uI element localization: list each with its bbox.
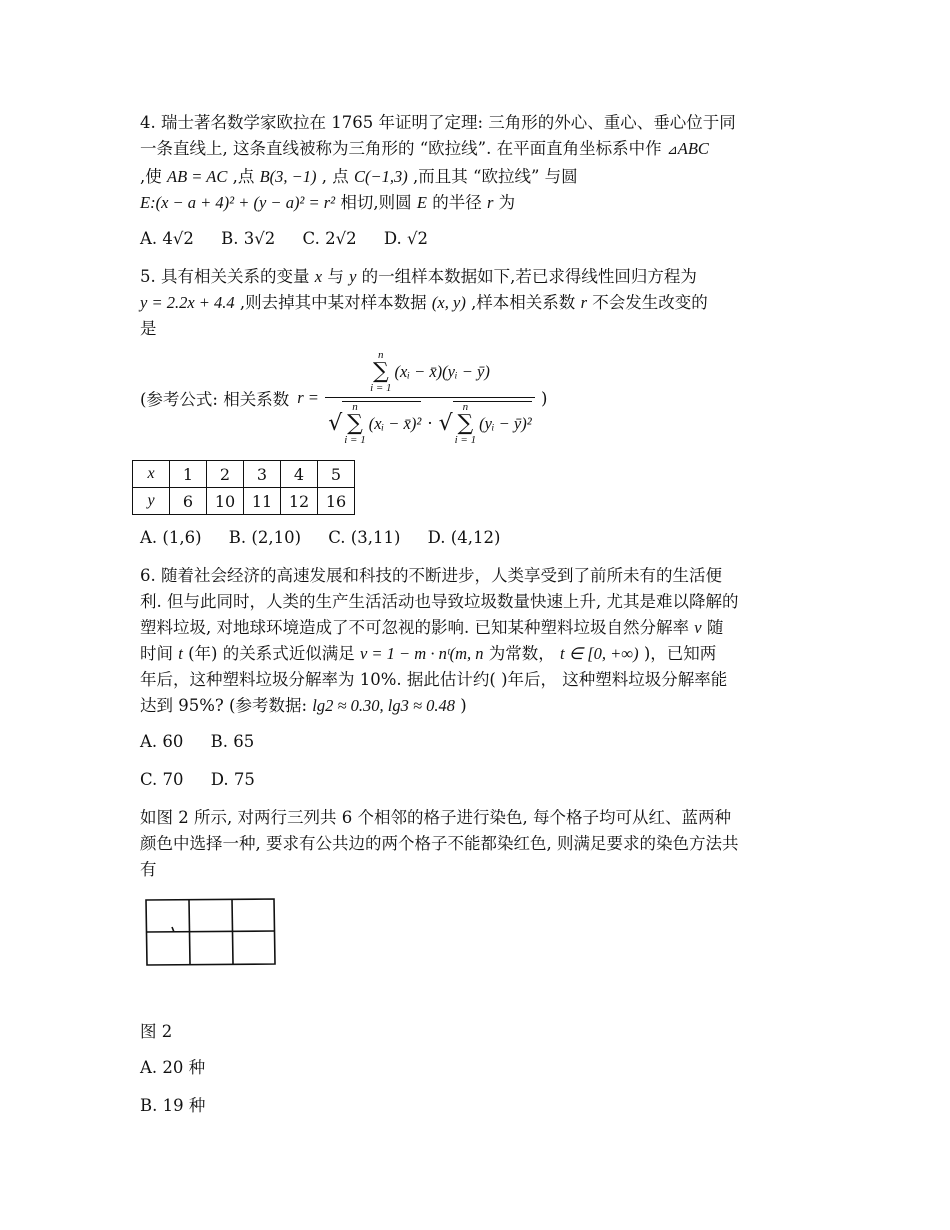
coefficient-r: r <box>580 293 587 312</box>
table-cell: 10 <box>207 488 244 515</box>
q4-line-2-text: 一条直线上, 这条直线被称为三角形的 “欧拉线”. 在平面直角坐标系中作 <box>140 139 662 158</box>
q5-text: 不会发生改变的 <box>592 293 708 312</box>
q4-text: ,而且其 “欧拉线” 与圆 <box>413 167 578 186</box>
option-d: D. 75 <box>210 770 255 789</box>
q6-line-3 <box>140 615 820 641</box>
radius-r: r <box>486 193 494 212</box>
sum-lower: i = 1 <box>370 382 392 394</box>
table-cell: 4 <box>281 461 318 488</box>
q6-text: )，已知两 <box>643 644 717 663</box>
q6-options-row-2 <box>140 767 820 793</box>
radicand-y <box>453 401 532 446</box>
option-a: A. 60 <box>140 732 184 751</box>
q6-text: 为常数， <box>488 644 555 663</box>
q5-text: 5. 具有相关关系的变量 <box>140 267 310 286</box>
figure-label: 图 2 <box>140 1022 173 1041</box>
q4-line-1: 4. 瑞士著名数学家欧拉在 1765 年证明了定理: 三角形的外心、重心、垂心位于同 <box>140 113 736 132</box>
grid-middle-line <box>146 931 275 932</box>
var-x: x <box>314 267 323 286</box>
q6-options-row-1 <box>140 729 820 755</box>
option-b: B. 3√2 <box>221 229 276 248</box>
q5-text: 的一组样本数据如下,若已求得线性回归方程为 <box>361 267 697 286</box>
sum-lower: i = 1 <box>454 434 477 446</box>
condition-ab-ac: AB = AC <box>167 167 228 186</box>
question-5 <box>140 264 820 551</box>
formula-numerator <box>370 350 490 394</box>
q4-line-4 <box>140 190 820 216</box>
option-d: D. √2 <box>383 229 428 248</box>
sum-symbol <box>344 402 365 446</box>
q5-line-3: 是 <box>140 319 157 338</box>
radicand-x <box>342 401 421 446</box>
option-c: C. 2√2 <box>302 229 357 248</box>
table-cell: 5 <box>318 461 355 488</box>
table-cell: 16 <box>318 488 355 515</box>
denominator-y: (yᵢ − ȳ)² <box>479 414 532 433</box>
formula-denominator <box>326 401 533 446</box>
circle-e: E <box>416 193 427 212</box>
reference-data: lg2 ≈ 0.30, lg3 ≈ 0.48 <box>312 696 456 715</box>
q6-line-5: 年后，这种塑料垃圾分解率为 10%. 据此估计约( )年后， 这种塑料垃圾分解率能 <box>140 670 728 689</box>
q6-text: (年) 的关系式近似满足 <box>188 644 355 663</box>
correlation-formula <box>140 350 820 446</box>
q5-text: ,则去掉其中某对样本数据 <box>239 293 427 312</box>
q7-line-1: 如图 2 所示, 对两行三列共 6 个相邻的格子进行染色, 每个格子均可从红、蓝两种 <box>140 808 731 827</box>
q6-line-2: 利. 但与此同时，人类的生产生活活动也导致垃圾数量快速上升, 尤其是难以降解的 <box>140 592 739 611</box>
formula-prefix: (参考公式: 相关系数 <box>140 390 290 409</box>
multiply-dot: · <box>427 414 433 433</box>
question-4 <box>140 110 820 252</box>
radical-icon: √ <box>328 411 343 436</box>
q7-option-b: B. 19 种 <box>140 1096 206 1115</box>
table-cell: 6 <box>170 488 207 515</box>
q5-line-2 <box>140 290 820 316</box>
circle-equation: E:(x − a + 4)² + (y − a)² = r² <box>140 193 336 212</box>
sum-upper: n <box>352 401 358 413</box>
q4-text: , 点 <box>321 167 349 186</box>
q4-text: 相切,则圆 <box>340 193 412 212</box>
sum-symbol <box>370 350 391 394</box>
q4-line-3 <box>140 164 820 190</box>
option-b: B. (2,10) <box>228 528 302 547</box>
var-v: v <box>694 618 702 637</box>
formula-fraction <box>325 350 535 446</box>
decay-formula: v = 1 − m · nᵗ <box>359 644 450 663</box>
q4-line-2 <box>140 136 820 164</box>
sigma-icon: ∑ <box>457 411 474 436</box>
sqrt-x <box>328 401 421 446</box>
q6-text: ) <box>460 696 467 715</box>
option-a: A. 4√2 <box>140 229 194 248</box>
table-cell: 2 <box>207 461 244 488</box>
sum-upper: n <box>462 401 469 413</box>
sum-lower: i = 1 <box>344 434 366 446</box>
sample-pair: (x, y) <box>431 293 466 312</box>
q4-options <box>140 226 820 252</box>
point-b: B(3, −1) <box>259 167 317 186</box>
denominator-x: (xᵢ − x̄)² <box>368 414 422 433</box>
document-page <box>140 110 820 1131</box>
q5-text: 与 <box>327 267 344 286</box>
formula-suffix: ) <box>540 388 548 408</box>
q6-text: 塑料垃圾, 对地球环境造成了不可忽视的影响. 已知某种塑料垃圾自然分解率 <box>140 618 689 637</box>
sum-symbol <box>455 402 476 446</box>
sum-upper: n <box>378 349 384 361</box>
q6-line-6 <box>140 693 820 719</box>
two-by-three-grid <box>144 897 276 967</box>
table-cell: 11 <box>244 488 281 515</box>
table-row-y <box>133 488 355 515</box>
option-c: C. 70 <box>140 770 184 789</box>
q7-line-3: 有 <box>140 860 157 879</box>
formula-r: r = <box>297 388 319 407</box>
triangle-name: ABC <box>677 139 709 158</box>
t-domain: t ∈ [0, +∞) <box>560 644 639 663</box>
table-row-x <box>133 461 355 488</box>
question-7 <box>140 805 820 1119</box>
sqrt-y <box>439 401 532 446</box>
sigma-icon: ∑ <box>347 411 363 436</box>
radical-icon: √ <box>438 411 453 436</box>
option-c: C. (3,11) <box>328 528 401 547</box>
question-6 <box>140 563 820 793</box>
q4-text: 的半径 <box>432 193 482 212</box>
option-d: D. (4,12) <box>427 528 501 547</box>
triangle-symbol: ⊿ <box>666 143 678 158</box>
q4-text: ,使 <box>140 167 162 186</box>
grid-column-line-2 <box>232 899 233 964</box>
option-b: B. 65 <box>210 732 255 751</box>
q7-line-2: 颜色中选择一种, 要求有公共边的两个格子不能都染红色, 则满足要求的染色方法共 <box>140 834 739 853</box>
sigma-icon: ∑ <box>372 359 389 384</box>
q5-options <box>140 525 820 551</box>
q6-text: 达到 95%? (参考数据: <box>140 696 308 715</box>
fraction-bar <box>325 397 535 398</box>
point-c: C(−1,3) <box>354 167 408 186</box>
q4-text: 为 <box>498 193 516 212</box>
q4-text: ,点 <box>232 167 255 186</box>
table-header-y: y <box>133 488 170 515</box>
numerator-terms: (xᵢ − x̄)(yᵢ − ȳ) <box>394 362 490 381</box>
q6-line-4 <box>140 641 820 667</box>
option-a: A. (1,6) <box>140 528 202 547</box>
table-header-x: x <box>133 461 170 488</box>
table-cell: 3 <box>244 461 281 488</box>
q6-text: 随 <box>706 618 724 637</box>
var-t: t <box>178 644 183 663</box>
grid-figure <box>144 897 820 971</box>
q6-line-1: 6. 随着社会经济的高速发展和科技的不断进步，人类享受到了前所未有的生活便 <box>140 566 722 585</box>
q5-text: ,样本相关系数 <box>471 293 576 312</box>
formula-params: (m, n <box>449 644 484 663</box>
grid-column-line-1 <box>189 900 190 964</box>
table-cell: 12 <box>281 488 318 515</box>
table-cell: 1 <box>170 461 207 488</box>
var-y: y <box>349 267 357 286</box>
regression-equation: y = 2.2x + 4.4 <box>140 293 235 312</box>
sample-data-table <box>132 460 355 515</box>
q5-line-1 <box>140 264 820 290</box>
q6-text: 时间 <box>140 644 173 663</box>
q7-option-a: A. 20 种 <box>140 1058 206 1077</box>
